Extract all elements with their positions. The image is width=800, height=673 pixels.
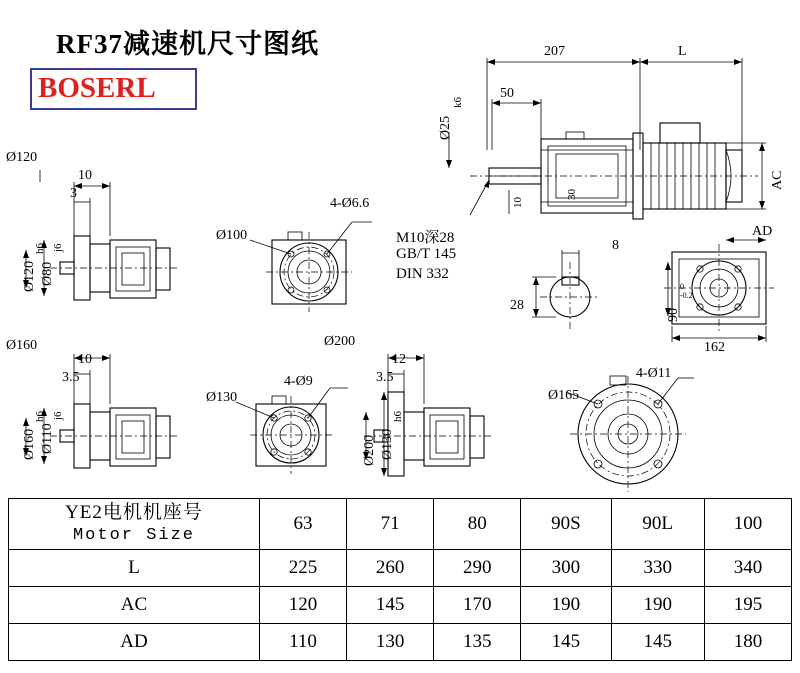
dim-8: 8 bbox=[612, 238, 619, 253]
table-cell: 145 bbox=[611, 624, 704, 661]
table-cell: 130 bbox=[347, 624, 434, 661]
table-cell: 300 bbox=[521, 550, 611, 587]
dim-AC: AC bbox=[770, 170, 785, 190]
table-cell: 110 bbox=[260, 624, 347, 661]
tol-130: h6 bbox=[392, 411, 404, 422]
table-row-label: AC bbox=[9, 587, 260, 624]
dim-162: 162 bbox=[704, 340, 725, 355]
dim-dia-130-side: Ø130 bbox=[380, 428, 395, 460]
table-cell: 190 bbox=[521, 587, 611, 624]
table-cell: 145 bbox=[347, 587, 434, 624]
main-assembly-view bbox=[446, 58, 766, 219]
table-col-0: 63 bbox=[260, 499, 347, 550]
tol-80: j6 bbox=[52, 243, 64, 252]
label-holes-4x66: 4-Ø6.6 bbox=[330, 196, 370, 211]
table-cell: 145 bbox=[521, 624, 611, 661]
thread-note-2: GB/T 145 bbox=[396, 246, 457, 262]
label-dia-100: Ø100 bbox=[216, 228, 248, 243]
dim-35-f160: 3.5 bbox=[62, 370, 80, 385]
dim-AD: AD bbox=[752, 224, 773, 239]
table-cell: 340 bbox=[704, 550, 791, 587]
label-dia-120-top: Ø120 bbox=[6, 150, 38, 165]
keyway-section-view bbox=[532, 250, 600, 330]
flange-130-front-view bbox=[236, 388, 348, 474]
dim-30-main: 30 bbox=[566, 189, 578, 200]
dim-shaft-dia: Ø25 bbox=[438, 115, 453, 140]
dim-28: 28 bbox=[510, 298, 524, 313]
dim-207: 207 bbox=[544, 44, 565, 59]
dim-dia-80: Ø80 bbox=[40, 261, 55, 286]
thread-note-1: M10深28 bbox=[396, 230, 455, 246]
label-dia-165: Ø165 bbox=[548, 388, 580, 403]
label-dia-200-top: Ø200 bbox=[324, 334, 356, 349]
table-cell: 190 bbox=[611, 587, 704, 624]
dim-shaft-tol: k6 bbox=[452, 97, 464, 108]
table-col-1: 71 bbox=[347, 499, 434, 550]
table-header-en: Motor Size bbox=[72, 526, 196, 545]
table-row bbox=[9, 587, 792, 624]
tol-120: h6 bbox=[34, 243, 46, 254]
dim-3-f120: 3 bbox=[70, 186, 77, 201]
table-row-label: AD bbox=[9, 624, 260, 661]
dim-dia-200: Ø200 bbox=[362, 434, 377, 466]
table-cell: 260 bbox=[347, 550, 434, 587]
table-cell: 195 bbox=[704, 587, 791, 624]
table-col-4: 90L bbox=[611, 499, 704, 550]
table-header-row bbox=[9, 499, 792, 550]
table-cell: 290 bbox=[434, 550, 521, 587]
table-header-cell bbox=[9, 499, 260, 550]
dim-dia-160: Ø160 bbox=[22, 428, 37, 460]
table-cell: 225 bbox=[260, 550, 347, 587]
dim-90-tol-hi: 0 bbox=[680, 282, 684, 291]
dim-dia-110: Ø110 bbox=[40, 423, 55, 454]
dim-10-main: 10 bbox=[512, 197, 524, 208]
table-row-label: L bbox=[9, 550, 260, 587]
dim-12-f200: 12 bbox=[392, 352, 406, 367]
table-cell: 180 bbox=[704, 624, 791, 661]
page-title: RF37减速机尺寸图纸 bbox=[56, 29, 319, 59]
flange-100-front-view bbox=[250, 222, 372, 312]
table-row bbox=[9, 550, 792, 587]
table-header-cn: YE2电机机座号 bbox=[65, 502, 203, 523]
tol-110: j6 bbox=[52, 411, 64, 420]
dim-dia-120: Ø120 bbox=[22, 260, 37, 292]
table-cell: 170 bbox=[434, 587, 521, 624]
dim-90: 90 bbox=[666, 308, 681, 322]
label-dia-160-top: Ø160 bbox=[6, 338, 38, 353]
tol-160: h6 bbox=[34, 411, 46, 422]
spec-table bbox=[8, 498, 792, 661]
table-cell: 330 bbox=[611, 550, 704, 587]
dim-35-f200: 3.5 bbox=[376, 370, 394, 385]
dim-10-f160: 10 bbox=[78, 352, 92, 367]
label-dia-130: Ø130 bbox=[206, 390, 238, 405]
table-cell: 135 bbox=[434, 624, 521, 661]
flange-165-front-view bbox=[566, 376, 694, 492]
table-row bbox=[9, 624, 792, 661]
dim-10-f120: 10 bbox=[78, 168, 92, 183]
label-holes-4x11: 4-Ø11 bbox=[636, 366, 672, 381]
table-col-5: 100 bbox=[704, 499, 791, 550]
table-cell: 120 bbox=[260, 587, 347, 624]
logo-text: BOSERL bbox=[38, 72, 156, 104]
thread-note-3: DIN 332 bbox=[396, 266, 449, 282]
table-col-3: 90S bbox=[521, 499, 611, 550]
table-col-2: 80 bbox=[434, 499, 521, 550]
dim-L: L bbox=[678, 44, 687, 59]
dim-50: 50 bbox=[500, 86, 514, 101]
dim-90-tol-lo: -0.2 bbox=[680, 291, 693, 300]
label-holes-4x9: 4-Ø9 bbox=[284, 374, 313, 389]
